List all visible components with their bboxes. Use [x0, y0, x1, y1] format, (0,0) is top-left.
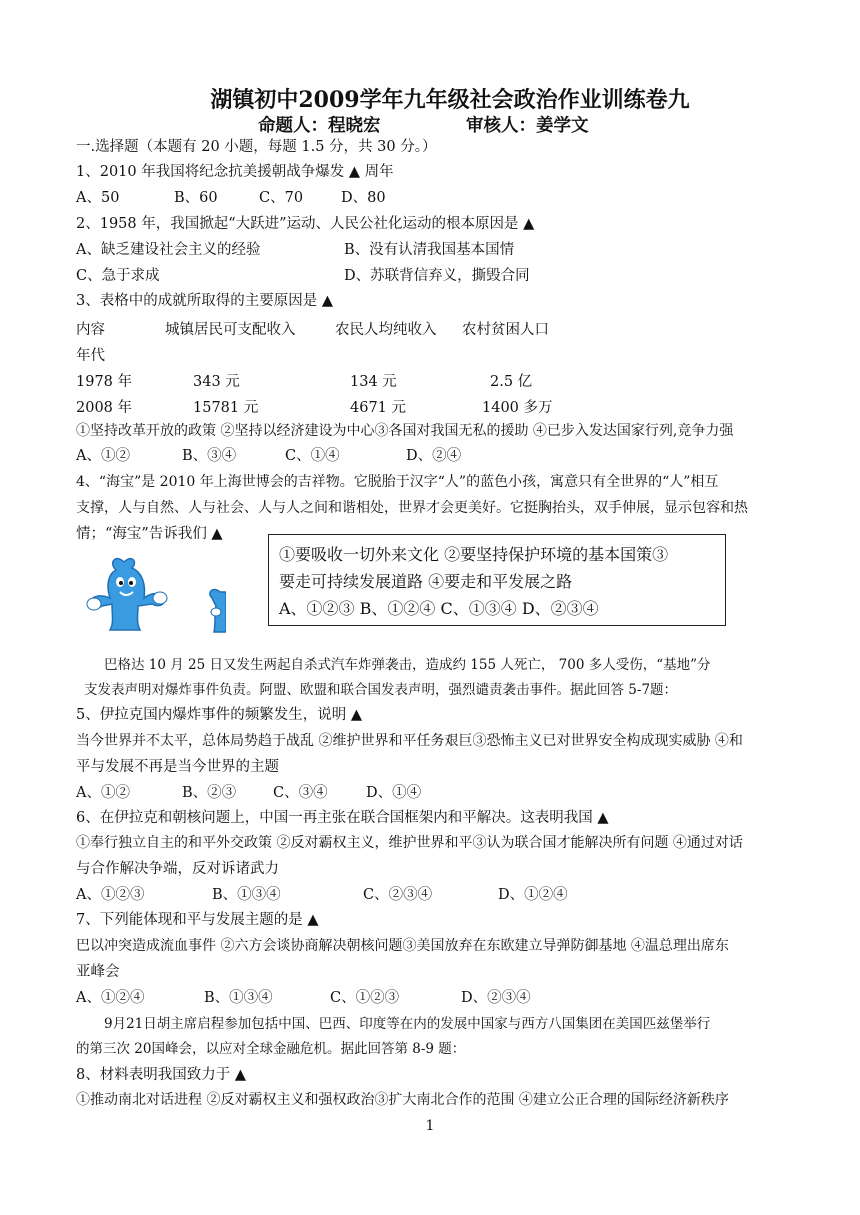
setter-label: 命题人：程晓宏: [258, 116, 381, 136]
page-title: 湖镇初中2009学年九年级社会政治作业训练卷九: [210, 87, 690, 113]
q2-option-c: C、急于求成: [76, 268, 160, 284]
table-cell: 134 元: [350, 374, 397, 390]
haibao-partial-figure: [210, 590, 226, 632]
q8-choices: ①推动南北对话进程 ②反对霸权主义和强权政治③扩大南北合作的范围 ④建立公正合理的国际经济新秩序: [76, 1092, 729, 1108]
table-cell: 2.5 亿: [490, 374, 533, 390]
passage-1-line-2: 支发表声明对爆炸事件负责。阿盟、欧盟和联合国发表声明，强烈谴责袭击事件。据此回答 5-7题：: [84, 682, 678, 698]
haibao-figure: [87, 559, 167, 630]
reviewer-label: 审核人：姜学文: [466, 116, 589, 136]
q6-choices-line-1: ①奉行独立自主的和平外交政策 ②反对霸权主义，维护世界和平③认为联合国才能解决所有问题 ④通过对话: [76, 835, 743, 851]
q5-choices-line-1: 当今世界并不太平，总体局势趋于战乱 ②维护世界和平任务艰巨③恐怖主义已对世界安全构成现实威胁 ④和: [76, 733, 743, 749]
haibao-mascot-image: [86, 552, 226, 634]
q3-option-d: D、②④: [406, 448, 462, 464]
q5-choices-line-2: 平与发展不再是当今世界的主题: [76, 759, 279, 775]
table-header-year: 年代: [76, 348, 105, 364]
q7-option-b: B、①③④: [204, 990, 273, 1006]
q1-option-b: B、60: [174, 190, 218, 206]
q2-option-a: A、缺乏建设社会主义的经验: [76, 242, 261, 258]
q5-option-a: A、①②: [76, 785, 130, 801]
q2-stem: 2、1958 年，我国掀起“大跃进”运动、人民公社化运动的根本原因是 ▲: [76, 216, 535, 232]
q5-option-c: C、③④: [273, 785, 328, 801]
q4-stem-line-1: 4、“海宝”是 2010 年上海世博会的吉祥物。它脱胎于汉字“人”的蓝色小孩，寓意只有全世界的“人”相互: [76, 474, 719, 490]
q5-option-d: D、①④: [366, 785, 422, 801]
q7-stem: 7、下列能体现和平与发展主题的是 ▲: [76, 912, 319, 928]
q5-stem: 5、伊拉克国内爆炸事件的频繁发生，说明 ▲: [76, 707, 362, 723]
table-cell: 15781 元: [193, 400, 259, 416]
q3-option-b: B、③④: [182, 448, 237, 464]
passage-2-line-2: 的第三次 20国峰会，以应对全球金融危机。据此回答第 8-9 题：: [76, 1041, 466, 1057]
q2-option-d: D、苏联背信弃义，撕毁合同: [344, 268, 530, 284]
q6-stem: 6、在伊拉克和朝核问题上，中国一再主张在联合国框架内和平解决。这表明我国 ▲: [76, 810, 609, 826]
section-heading: 一.选择题（本题有 20 小题，每题 1.5 分，共 30 分。）: [76, 139, 437, 155]
q6-option-b: B、①③④: [212, 887, 281, 903]
q4-box-line-2: 要走可持续发展道路 ④要走和平发展之路: [279, 572, 573, 591]
table-header-poverty: 农村贫困人口: [462, 322, 549, 338]
q6-choices-line-2: 与合作解决争端，反对诉诸武力: [76, 861, 279, 877]
q7-option-a: A、①②④: [76, 990, 145, 1006]
table-cell: 1400 多万: [482, 400, 553, 416]
q2-option-b: B、没有认清我国基本国情: [344, 242, 515, 258]
page-number: 1: [425, 1118, 435, 1134]
q6-option-d: D、①②④: [498, 887, 568, 903]
q7-choices-line-2: 亚峰会: [76, 964, 120, 980]
q6-option-c: C、②③④: [363, 887, 433, 903]
q5-option-b: B、②③: [182, 785, 237, 801]
q1-option-a: A、50: [76, 190, 120, 206]
q4-box-options: A、①②③ B、①②④ C、①③④ D、②③④: [279, 599, 599, 618]
q3-option-c: C、①④: [285, 448, 340, 464]
passage-1-line-1: 巴格达 10 月 25 日又发生两起自杀式汽车炸弹袭击，造成约 155 人死亡， 700 多人受伤，“基地”分: [104, 657, 711, 673]
q4-box-line-1: ①要吸收一切外来文化 ②要坚持保护环境的基本国策③: [279, 545, 669, 564]
q4-answer-box: [268, 534, 726, 626]
passage-2-line-1: 9月21日胡主席启程参加包括中国、巴西、印度等在内的发展中国家与西方八国集团在美国匹兹堡举行: [104, 1016, 711, 1032]
table-cell: 4671 元: [350, 400, 407, 416]
table-cell: 1978 年: [76, 374, 133, 390]
q4-stem-line-3: 情；“海宝”告诉我们 ▲: [76, 526, 223, 542]
q1-option-d: D、80: [341, 190, 386, 206]
q1-option-c: C、70: [259, 190, 304, 206]
q3-option-a: A、①②: [76, 448, 130, 464]
q7-option-c: C、①②③: [330, 990, 400, 1006]
table-header-content: 内容: [76, 322, 105, 338]
q8-stem: 8、材料表明我国致力于 ▲: [76, 1067, 246, 1083]
q3-stem: 3、表格中的成就所取得的主要原因是 ▲: [76, 293, 333, 309]
q3-choices: ①坚持改革开放的政策 ②坚持以经济建设为中心③各国对我国无私的援助 ④已步入发达国家行列,竞争力强: [76, 423, 734, 439]
q1-stem: 1、2010 年我国将纪念抗美援朝战争爆发 ▲ 周年: [76, 164, 394, 180]
q7-option-d: D、②③④: [461, 990, 531, 1006]
table-cell: 2008 年: [76, 400, 133, 416]
q4-stem-line-2: 支撑，人与自然、人与社会、人与人之间和谐相处，世界才会更美好。它挺胸抬头，双手伸展，显示包容和热: [76, 500, 748, 516]
table-header-urban-income: 城镇居民可支配收入: [165, 322, 296, 338]
q7-choices-line-1: 巴以冲突造成流血事件 ②六方会谈协商解决朝核问题③美国放弃在东欧建立导弹防御基地 ④温总理出席东: [76, 938, 729, 954]
table-header-rural-income: 农民人均纯收入: [335, 322, 437, 338]
q6-option-a: A、①②③: [76, 887, 145, 903]
table-cell: 343 元: [193, 374, 240, 390]
